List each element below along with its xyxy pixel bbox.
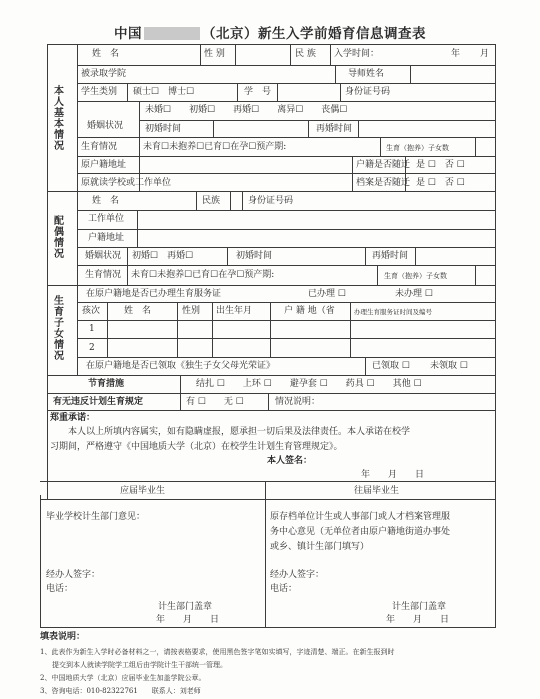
col-birth: 出生年月 (216, 306, 253, 316)
cell-line (227, 247, 228, 265)
label-hukou-moved: 户籍是否随迁 (356, 160, 411, 170)
spouse-label-fertility: 生育情况 (85, 270, 122, 280)
cell-line (330, 44, 331, 65)
label-month: 月 (480, 49, 490, 59)
spouse-marital-options[interactable]: 初婚☐ 再婚☐ (132, 251, 194, 261)
row-line (47, 375, 496, 376)
student-type-options[interactable]: 硕士☐ 博士☐ (133, 87, 195, 97)
past-grad-date: 年 月 日 (386, 615, 450, 625)
note-1: 1、此表作为新生入学时必备材料之一，请按表格要求，使用黑色签字笔如实填写，字迹清楚、端正。在新生报到时 (40, 648, 395, 656)
grad-border-left (40, 495, 41, 627)
cell-line (475, 137, 476, 156)
spouse-label-id-no: 身份证号码 (248, 196, 294, 206)
cell-line (290, 44, 291, 65)
label-honor-cert-question: 在原户籍地是否已领取《独生子女父母光荣证》 (86, 361, 276, 371)
cell-line (365, 357, 366, 375)
label-first-marriage-time: 初婚时间 (145, 124, 182, 134)
table-border-left (47, 44, 48, 499)
note-1-continued: 提交到本人就读学院学工组后由学院计生干部统一管理。 (52, 661, 227, 669)
cell-line (213, 120, 214, 137)
label-archive-moved: 档案是否随迁 (356, 178, 411, 188)
cert-received-option[interactable]: 已领取 ☐ (372, 361, 410, 371)
cell-line (230, 191, 231, 210)
past-grad-phone: 电话： (270, 584, 298, 594)
label-violation-details: 情况说明： (275, 397, 321, 407)
section-label-personal: 本人基本情况 (54, 86, 64, 152)
row-line (77, 338, 496, 339)
col-order: 孩次 (82, 306, 101, 316)
row-line (47, 191, 496, 192)
cell-line (352, 156, 353, 191)
cell-line (127, 247, 128, 285)
cell-line (137, 210, 138, 247)
row-line (77, 357, 496, 358)
col-service-cert: 办理生育服务证时间及编号 (354, 308, 432, 316)
cell-line (350, 302, 351, 357)
row-line (77, 247, 496, 248)
label-remarriage-time: 再婚时间 (316, 124, 353, 134)
label-id-no: 身份证号码 (345, 87, 391, 97)
grad-divider (265, 481, 266, 627)
row-line (47, 393, 496, 394)
commitment-signature-label: 本人签名： (267, 456, 313, 466)
spouse-label-marital-status: 婚姻状况 (85, 251, 122, 261)
past-grad-stamp: 计生部门盖章 (392, 602, 447, 612)
fresh-grad-stamp: 计生部门盖章 (158, 602, 213, 612)
service-not-done-option[interactable]: 未办理 ☐ (395, 289, 433, 299)
spouse-fertility-options[interactable]: 未育☐未抱养☐已育☐在孕☐预产期: (131, 270, 275, 280)
table-border-right (495, 44, 496, 627)
row-line (77, 302, 496, 303)
commitment-line-2: 习期间，严格遵守《中国地质大学（北京）在校学生计划生育管理规定》。 (50, 442, 343, 452)
col-name: 姓 名 (124, 306, 152, 316)
cell-line (335, 65, 336, 83)
fertility-options[interactable]: 未育☐未抱养☐已育☐在孕☐预产期: (143, 142, 287, 152)
hukou-moved-options[interactable]: 是 ☐ 否 ☐ (416, 160, 465, 170)
row-line (40, 627, 496, 628)
row-line (47, 44, 496, 45)
spouse-label-ethnicity: 民族 (202, 196, 221, 206)
fresh-grad-phone: 电话： (46, 584, 74, 594)
row-line (40, 499, 496, 500)
row-line (77, 320, 496, 321)
cell-line (270, 302, 271, 357)
label-advisor: 导师姓名 (348, 69, 385, 79)
spouse-label-fertility-children: 生育（抱养）子女数 (384, 272, 447, 280)
fresh-grad-date: 年 月 日 (156, 615, 220, 625)
label-fertility: 生育情况 (81, 142, 118, 152)
commitment-date: 年 月 日 (361, 470, 425, 480)
spouse-label-first-marriage: 初婚时间 (236, 251, 273, 261)
row-line (139, 120, 496, 121)
row-line (77, 210, 496, 211)
label-fertility-children: 生育（抱养）子女数 (386, 144, 449, 152)
cell-line (139, 101, 140, 137)
past-grad-opinion-line-1: 原存档单位计生或人事部门或人才档案管理服 (270, 512, 451, 522)
row-line (77, 229, 496, 230)
child-row-2: 2 (89, 343, 95, 353)
service-done-option[interactable]: 已办理 ☐ (308, 289, 346, 299)
row-line (40, 481, 496, 482)
cell-line (415, 247, 416, 265)
cell-line (242, 191, 243, 210)
col-hukou: 户 籍 地（省 (284, 306, 335, 316)
row-line (47, 285, 496, 286)
past-grad-opinion-line-2: 务中心意见（无单位者由原户籍地街道办事处 (270, 527, 451, 537)
fresh-grad-opinion-label: 毕业学校计生部门意见： (46, 512, 146, 522)
label-student-type: 学生类别 (81, 87, 118, 97)
violation-options[interactable]: 有 ☐ 无 ☐ (186, 397, 244, 407)
label-contraception: 节育措施 (88, 379, 125, 389)
child-row-1: 1 (89, 324, 95, 334)
label-former-unit: 原就读学校或工作单位 (81, 178, 172, 188)
row-line (77, 83, 496, 84)
fresh-grad-handler: 经办人签字： (46, 570, 101, 580)
note-2: 2、中国地质大学（北京）应届毕业生加盖学院公章。 (40, 674, 206, 682)
label-service-cert-question: 在原户籍地是否已办理生育服务证 (86, 289, 222, 299)
cell-line (107, 302, 108, 357)
redacted-block (144, 27, 200, 40)
cell-line (177, 302, 178, 357)
label-student-no: 学 号 (244, 87, 272, 97)
cell-line (139, 137, 140, 156)
spouse-label-hukou-addr: 户籍地址 (88, 233, 125, 243)
cell-line (127, 83, 128, 101)
col-gender: 性别 (182, 306, 201, 316)
cell-line (377, 265, 378, 285)
label-origin-address: 原户籍地址 (81, 160, 127, 170)
section-label-spouse: 配偶情况 (54, 216, 64, 260)
cell-line (340, 83, 341, 101)
form-title: 中国 （北京）新生入学前婚育信息调查表 (114, 26, 426, 42)
cell-line (200, 44, 201, 65)
fresh-grad-header: 应届毕业生 (120, 486, 166, 496)
notes-heading: 填表说明： (40, 632, 86, 642)
spouse-label-work-unit: 工作单位 (88, 214, 125, 224)
cell-line (410, 65, 411, 83)
past-grad-handler: 经办人签字： (270, 570, 325, 580)
past-grad-opinion-line-3: 或乡、镇计生部门填写） (270, 542, 370, 552)
label-name: 姓 名 (92, 49, 120, 59)
contraception-options[interactable]: 结扎 ☐ 上环 ☐ 避孕套 ☐ 药具 ☐ 其他 ☐ (196, 379, 422, 389)
cell-line (358, 120, 359, 137)
commitment-line-1: 本人以上所填内容属实，如有隐瞒虚报，愿承担一切后果及法律责任。本人承诺在校学 (68, 427, 411, 437)
cell-line (365, 247, 366, 265)
spouse-label-name: 姓 名 (92, 196, 120, 206)
past-grad-header: 往届毕业生 (354, 486, 400, 496)
label-admitting-college: 被录取学院 (81, 69, 127, 79)
row-line (47, 410, 496, 411)
label-ethnicity: 民 族 (295, 49, 316, 59)
cell-line (180, 375, 181, 410)
cell-line (308, 120, 309, 137)
cert-not-received-option[interactable]: 未领取 ☐ (430, 361, 468, 371)
section-label-children: 生育子女情况 (54, 296, 64, 362)
cell-line (196, 191, 197, 210)
commitment-heading: 郑重承诺： (50, 413, 96, 423)
cell-line (475, 265, 476, 285)
cell-line (212, 302, 213, 357)
cell-line (235, 44, 236, 65)
cell-line (268, 393, 269, 410)
row-line (77, 65, 496, 66)
cell-line (380, 137, 381, 156)
label-year: 年 (451, 49, 461, 59)
cell-line (277, 83, 278, 101)
cell-line (237, 83, 238, 101)
label-gender: 性 别 (204, 49, 225, 59)
note-3: 3、咨询电话：010-82322761 联系人：刘老师 (40, 687, 201, 695)
label-violation: 有无违反计划生育规定 (53, 397, 144, 407)
archive-moved-options[interactable]: 是 ☐ 否 ☐ (416, 178, 465, 188)
marital-options[interactable]: 未婚☐ 初婚☐ 再婚☐ 离异☐ 丧偶☐ (145, 105, 348, 115)
row-line (77, 265, 496, 266)
spouse-label-remarriage: 再婚时间 (372, 251, 409, 261)
label-entry-time: 入学时间： (334, 49, 380, 59)
label-marital-status: 婚姻状况 (87, 121, 124, 131)
